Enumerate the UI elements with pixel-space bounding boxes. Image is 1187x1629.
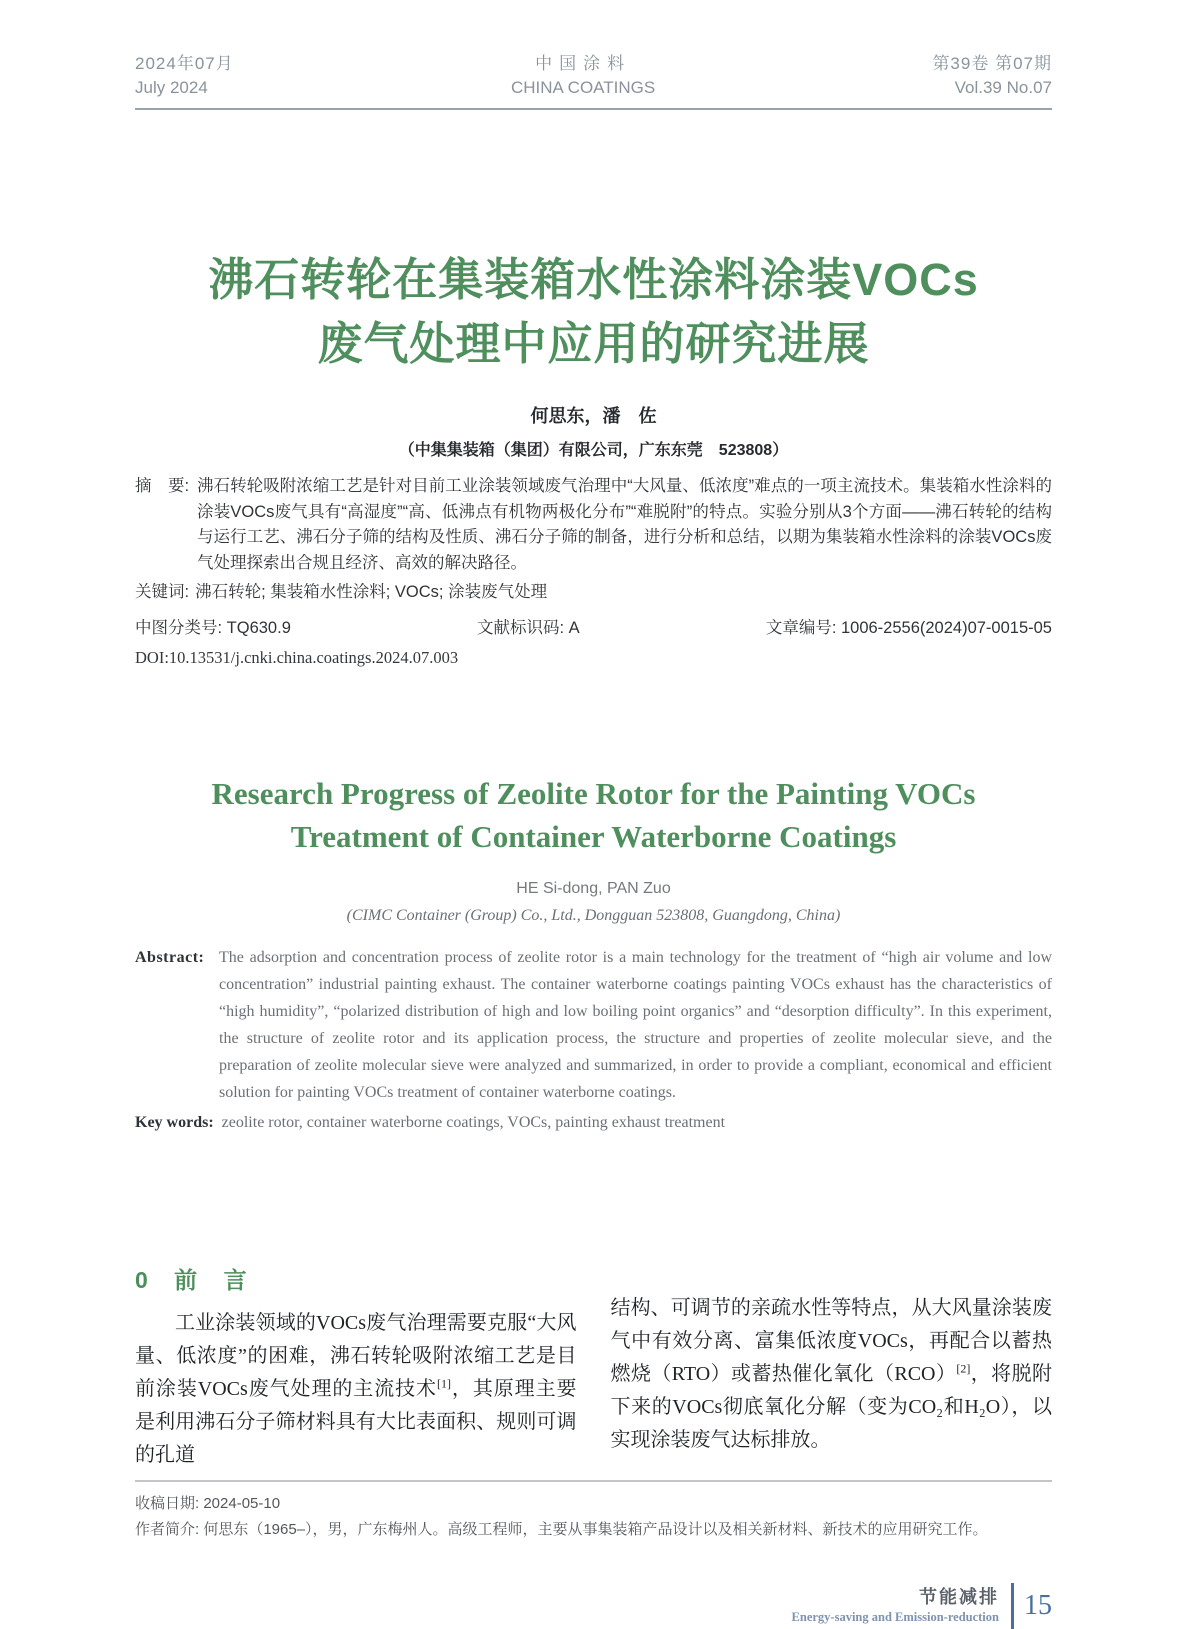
footer-section-en: Energy-saving and Emission-reduction [791, 1610, 999, 1624]
abstract-zh-label: 摘 要: [135, 477, 190, 495]
affiliation-en: (CIMC Container (Group) Co., Ltd., Dongguan 523808, Guangdong, China) [346, 907, 841, 924]
header-date-zh: 2024年07月 [135, 54, 234, 73]
keywords-zh-text: 沸石转轮; 集装箱水性涂料; VOCs; 涂装废气处理 [195, 583, 548, 601]
intro-paragraph-right [611, 1292, 1053, 1457]
authors-en: HE Si-dong, PAN Zuo [516, 880, 671, 897]
footnote [135, 1491, 1052, 1543]
intro-paragraph-left [135, 1307, 577, 1472]
journal-name-en: CHINA COATINGS [510, 78, 656, 97]
footer-divider-bar [1011, 1583, 1014, 1629]
classification-row [135, 614, 1052, 638]
intro-column-left [135, 1262, 577, 1472]
abstract-en-label: Abstract: [135, 949, 205, 966]
keywords-zh-label: 关键词: [135, 583, 190, 601]
clc-number: 中图分类号: TQ630.9 [135, 619, 291, 637]
article-title-zh-line2: 废气处理中应用的研究进展 [317, 318, 870, 369]
abstract-zh-text: 沸石转轮吸附浓缩工艺是针对目前工业涂装领域废气治理中“大风量、低浓度”难点的一项主流技术。集装箱水性涂料的涂装VOCs废气具有“高湿度”“高、低沸点有机物两极化分布”“难脱附”的特点。实验分别从3个方面——沸石转轮的结构与运行工艺、沸石分子筛的结构及性质、沸石分子筛的制备，进行分析和总结，以期为集装箱水性涂料的涂装VOCs废气处理探索出合规且经济、高效的解决路径。 [197, 477, 1052, 572]
article-title-en-line2: Treatment of Container Waterborne Coatings [290, 819, 897, 854]
page-number: 15 [1024, 1590, 1052, 1621]
introduction-section [135, 1262, 1052, 1472]
intro-left-text-1: 工业涂装领域的VOCs废气治理需要克服“大风量、低浓度”的困难，沸石转轮吸附浓缩工艺是目前涂装VOCs废气处理的主流技术 [135, 1312, 577, 1400]
header-issue [932, 52, 1052, 100]
keywords-zh [135, 579, 1052, 605]
header-date-en: July 2024 [135, 78, 208, 97]
received-date: 收稿日期: 2024-05-10 [135, 1495, 281, 1512]
page-footer [135, 1583, 1052, 1629]
abstract-zh [135, 474, 1052, 576]
abstract-en [135, 944, 1052, 1106]
authors-zh: 何思东，潘 佐 [530, 406, 657, 426]
journal-name-zh: 中国涂料 [535, 54, 632, 73]
article-id: 文章编号: 1006-2556(2024)07-0015-05 [765, 619, 1052, 637]
intro-left-text-2: ，其原理主要是利用沸石分子筛材料具有大比表面积、规则可调的孔道 [135, 1378, 577, 1466]
keywords-en [135, 1109, 1052, 1136]
intro-right-text-2: ，将脱附下来的VOCs彻底氧化分解（变为CO₂和H₂O），以实现涂装废气达标排放。 [610, 1363, 1052, 1451]
intro-column-right [611, 1262, 1053, 1472]
article-title-en-line1: Research Progress of Zeolite Rotor for the Painting VOCs [211, 776, 976, 811]
intro-right-text-1: 结构、可调节的亲疏水性等特点，从大风量涂装废气中有效分离、富集低浓度VOCs，再配合以蓄热燃烧（RTO）或蓄热催化氧化（RCO） [610, 1297, 1052, 1385]
document-code: 文献标识码: A [477, 619, 580, 637]
abstract-en-text: The adsorption and concentration process of zeolite rotor is a main technology for the treatment of “high air volume and low concentration” industrial painting exhaust. The container waterborne coatings painting VOCs exhaust has the characteristics of “high humidity”, “polarized distribution of high and low boiling point organics” and “desorption difficulty”. In this experiment, the structure of zeolite rotor and its application process, the structure and properties of zeolite molecular sieve, and the preparation of zeolite molecular sieve were analyzed and summarized, in order to provide a compliant, economical and efficient solution for painting VOCs treatment of container waterborne coatings. [219, 949, 1052, 1101]
header-issue-en: Vol.39 No.07 [954, 78, 1052, 97]
article-title-zh [135, 248, 1052, 376]
intro-heading: 0 前 言 [135, 1267, 257, 1293]
header-date [135, 52, 234, 100]
article-title-zh-line1: 沸石转轮在集装箱水性涂料涂装VOCs [208, 254, 979, 305]
journal-name [511, 52, 655, 100]
doi: DOI:10.13531/j.cnki.china.coatings.2024.07.003 [135, 648, 459, 667]
footer-section-zh: 节能减排 [919, 1587, 999, 1607]
header-issue-zh: 第39卷 第07期 [932, 54, 1052, 73]
reference-marker-2: [2] [956, 1361, 971, 1376]
reference-marker-1: [1] [436, 1376, 451, 1391]
footer-section-name [792, 1586, 999, 1626]
article-title-en [135, 772, 1052, 858]
author-bio: 作者简介: 何思东（1965–），男，广东梅州人。高级工程师，主要从事集装箱产品设计以及相关新材料、新技术的应用研究工作。 [135, 1521, 988, 1538]
journal-header [135, 52, 1052, 110]
keywords-en-text: zeolite rotor, container waterborne coatings, VOCs, painting exhaust treatment [221, 1114, 726, 1131]
affiliation-zh: （中集集装箱（集团）有限公司，广东东莞 523808） [398, 442, 789, 459]
keywords-en-label: Key words: [135, 1114, 214, 1131]
footnote-divider [135, 1480, 1052, 1482]
